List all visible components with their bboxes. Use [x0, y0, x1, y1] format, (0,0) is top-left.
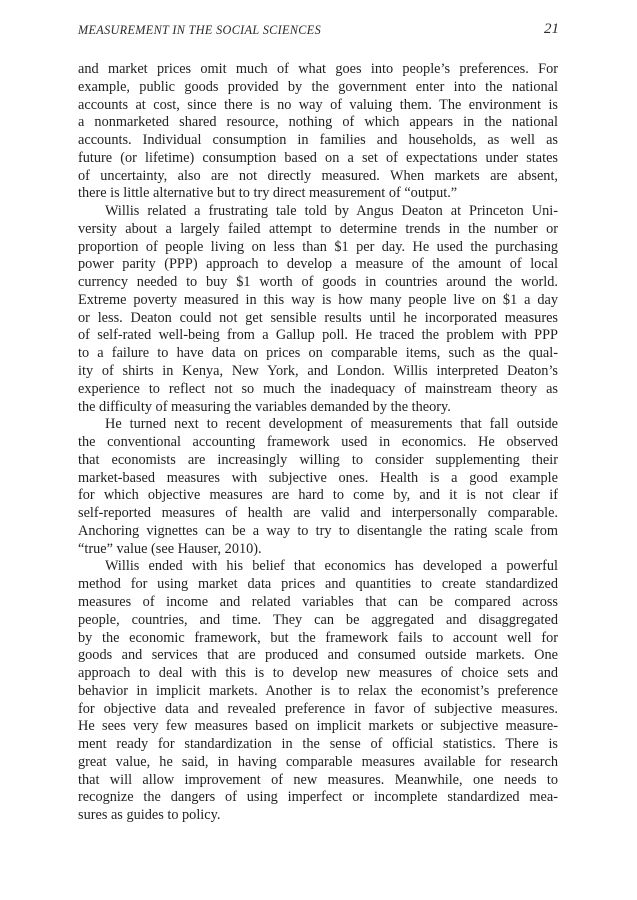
text-line: Willis related a frustrating tale told by Angus Deaton at Princeton Uni- [105, 203, 558, 220]
text-line: that will allow improvement of new measures. Meanwhile, one needs to [78, 771, 558, 788]
text-line: of self-rated well-being from a Gallup poll. He traced the problem with PPP [78, 327, 558, 344]
text-line: by the economic framework, but the framework fails to account well for [78, 629, 558, 646]
text-line: that economists are increasingly willing to consider supplementing their [78, 451, 558, 468]
text-line: experience to reflect not so much the inadequacy of mainstream theory as [78, 380, 558, 397]
text-line: to a failure to have data on prices on comparable items, such as the qual- [78, 345, 558, 362]
text-line: for which objective measures are hard to come by, and it is not clear if [78, 487, 558, 504]
text-line: Extreme poverty measured in this way is how many people live on $1 a day [78, 291, 558, 308]
text-line: market-based measures with subjective ones. Health is a good example [78, 469, 558, 486]
running-title: MEASUREMENT IN THE SOCIAL SCIENCES [78, 23, 322, 37]
text-line: “true” value (see Hauser, 2010). [78, 540, 262, 557]
text-line: recognize the dangers of using imperfect or incomplete standardized mea- [78, 789, 558, 806]
text-line: currency needed to buy $1 worth of goods in countries around the world. [78, 274, 558, 291]
text-line: future (or lifetime) consumption based on a set of expectations under states [78, 149, 558, 166]
text-line: power parity (PPP) approach to develop a measure of the amount of local [78, 256, 558, 273]
paragraph-2 [78, 203, 558, 416]
text-line: great value, he said, in having comparable measures available for research [78, 753, 558, 770]
text-line: measures of income and related variables that can be compared across [78, 593, 558, 610]
text-line: proportion of people living on less than $1 per day. He used the purchasing [78, 238, 558, 255]
text-line: Anchoring vignettes can be a way to try to disentangle the rating scale from [78, 522, 558, 539]
paragraph-1 [78, 61, 558, 203]
text-line: He turned next to recent development of measurements that fall outside [105, 416, 558, 433]
text-line: example, public goods provided by the government enter into the national [78, 78, 558, 95]
text-line: sures as guides to policy. [78, 807, 221, 824]
text-line: for objective data and revealed preference in favor of subjective measures. [78, 700, 558, 717]
text-line: ity of shirts in Kenya, New York, and London. Willis interpreted Deaton’s [78, 363, 558, 380]
text-line: or less. Deaton could not get sensible results until he incorporated measures [78, 309, 558, 326]
text-line: self-reported measures of health are valid and interpersonally comparable. [78, 505, 558, 522]
text-line: people, countries, and time. They can be aggregated and disaggregated [78, 611, 558, 628]
text-line: goods and services that are produced and consumed outside markets. One [78, 647, 558, 664]
text-line: and market prices omit much of what goes into people’s preferences. For [78, 61, 558, 77]
text-line: versity about a largely failed attempt to determine trends in the number or [78, 220, 558, 237]
text-line: He sees very few measures based on implicit markets or subjective measure- [78, 718, 558, 735]
paragraph-4 [78, 558, 558, 824]
text-line: the conventional accounting framework used in economics. He observed [78, 434, 558, 451]
text-line: method for using market data prices and quantities to create standardized [78, 576, 558, 593]
running-head [78, 21, 559, 43]
text-line: ment ready for standardization in the sense of official statistics. There is [78, 736, 558, 753]
text-line: behavior in implicit markets. Another is to relax the economist’s preference [78, 682, 558, 699]
text-line: approach to deal with this is to develop new measures of choice sets and [78, 665, 558, 682]
text-line: the difficulty of measuring the variables demanded by the theory. [78, 398, 451, 415]
text-line: of uncertainty, also are not directly measured. When markets are absent, [78, 167, 558, 184]
text-line: there is little alternative but to try direct measurement of “output.” [78, 185, 458, 202]
paragraph-3 [78, 416, 558, 558]
page-number: 21 [544, 21, 559, 37]
text-line: accounts at cost, since there is no way of valuing them. The environment is [78, 96, 558, 113]
body-text [78, 61, 558, 825]
text-line: a nonmarketed shared resource, nothing of which appears in the national [78, 114, 558, 131]
text-line: Willis ended with his belief that economics has developed a powerful [105, 558, 558, 575]
text-line: accounts. Individual consumption in families and households, as well as [78, 132, 558, 149]
